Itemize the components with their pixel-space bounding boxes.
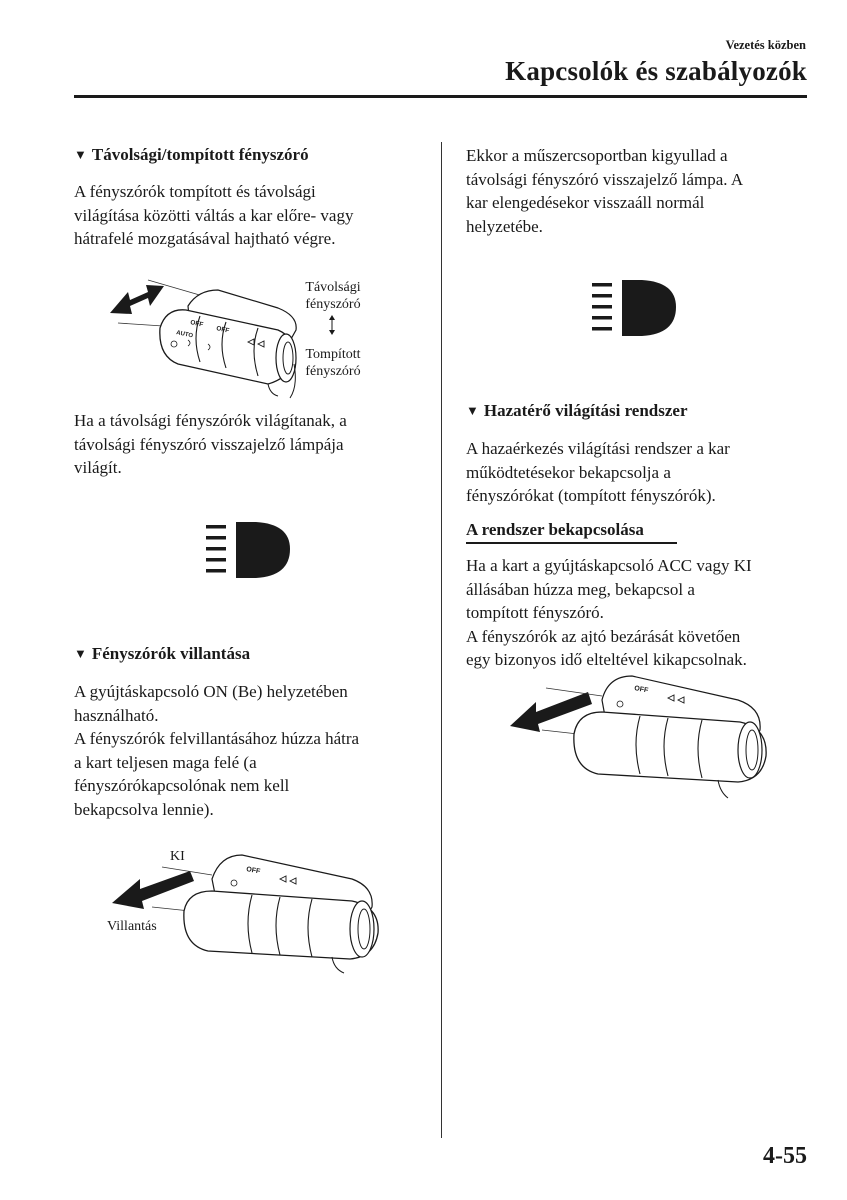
label-low-beam: Tompított fényszóró (305, 347, 361, 379)
lever-illustration-2 (112, 845, 392, 975)
up-down-arrow-icon (329, 315, 335, 335)
paragraph-indicator-lights: Ekkor a műszercsoportban kigyullad a távolsági fényszóró visszajelző lámpa. A kar elengedésekor visszaáll normál helyzetébe. (466, 146, 744, 236)
page-number: 4-55 (763, 1143, 807, 1169)
label-off: KI (170, 849, 185, 864)
triangle-down-icon: ▼ (74, 147, 87, 162)
heading-high-low-beam: ▼ Távolsági/tompított fényszóró (74, 145, 309, 164)
triangle-down-icon: ▼ (74, 646, 87, 661)
double-arrow-icon (110, 285, 164, 314)
label-high-beam: Távolsági fényszóró (305, 280, 361, 312)
high-beam-indicator-icon (592, 280, 678, 343)
label-flash: Villantás (107, 919, 157, 934)
column-divider (441, 142, 442, 1138)
switch-off-label-2: OFF (215, 325, 230, 335)
switch-off-label: OFF (633, 685, 649, 695)
subheading-underline (466, 542, 677, 544)
figure-lever-flash (112, 845, 392, 975)
heading-flash: ▼ Fényszórók villantása (74, 644, 251, 663)
paragraph-flash: A gyújtáskapcsoló ON (Be) helyzetében használható. A fényszórók felvillantásához húzza hátra a kart teljesen maga felé (a fényszórókapcsolónak nem kell bekapcsolva lennie). (74, 682, 360, 819)
flash-arrow-icon (112, 871, 194, 909)
header-rule (74, 95, 807, 98)
paragraph-activate: Ha a kart a gyújtáskapcsoló ACC vagy KI állásában húzza meg, bekapcsol a tompított fényszóró. A fényszórók az ajtó bezárását követően egy bizonyos idő elteltével kikapcsolnak. (466, 556, 752, 670)
paragraph-coming-home: A hazaérkezés világítási rendszer a kar működtetésekor bekapcsolja a fényszórókat (tompított fényszórók). (466, 439, 730, 506)
triangle-down-icon: ▼ (466, 403, 479, 418)
paragraph-indicator: Ha a távolsági fényszórók világítanak, a távolsági fényszóró visszajelző lámpája világít. (74, 411, 347, 478)
heading-coming-home-light: ▼ Hazatérő világítási rendszer (466, 401, 688, 420)
switch-off-label: OFF (245, 866, 261, 876)
high-beam-indicator-icon (206, 522, 292, 585)
switch-auto-label: AUTO (175, 330, 194, 340)
section-title: Vezetés közben (725, 38, 806, 52)
page-title: Kapcsolók és szabályozók (505, 56, 807, 86)
subheading-activate: A rendszer bekapcsolása (466, 520, 644, 539)
paragraph-beam-switch: A fényszórók tompított és távolsági világítása közötti váltás a kar előre- vagy hátrafelé mozgatásával hajtható végre. (74, 182, 354, 249)
lever-illustration-3 (506, 670, 776, 800)
figure-lever-coming-home (506, 670, 776, 800)
switch-off-label: OFF (189, 319, 204, 329)
